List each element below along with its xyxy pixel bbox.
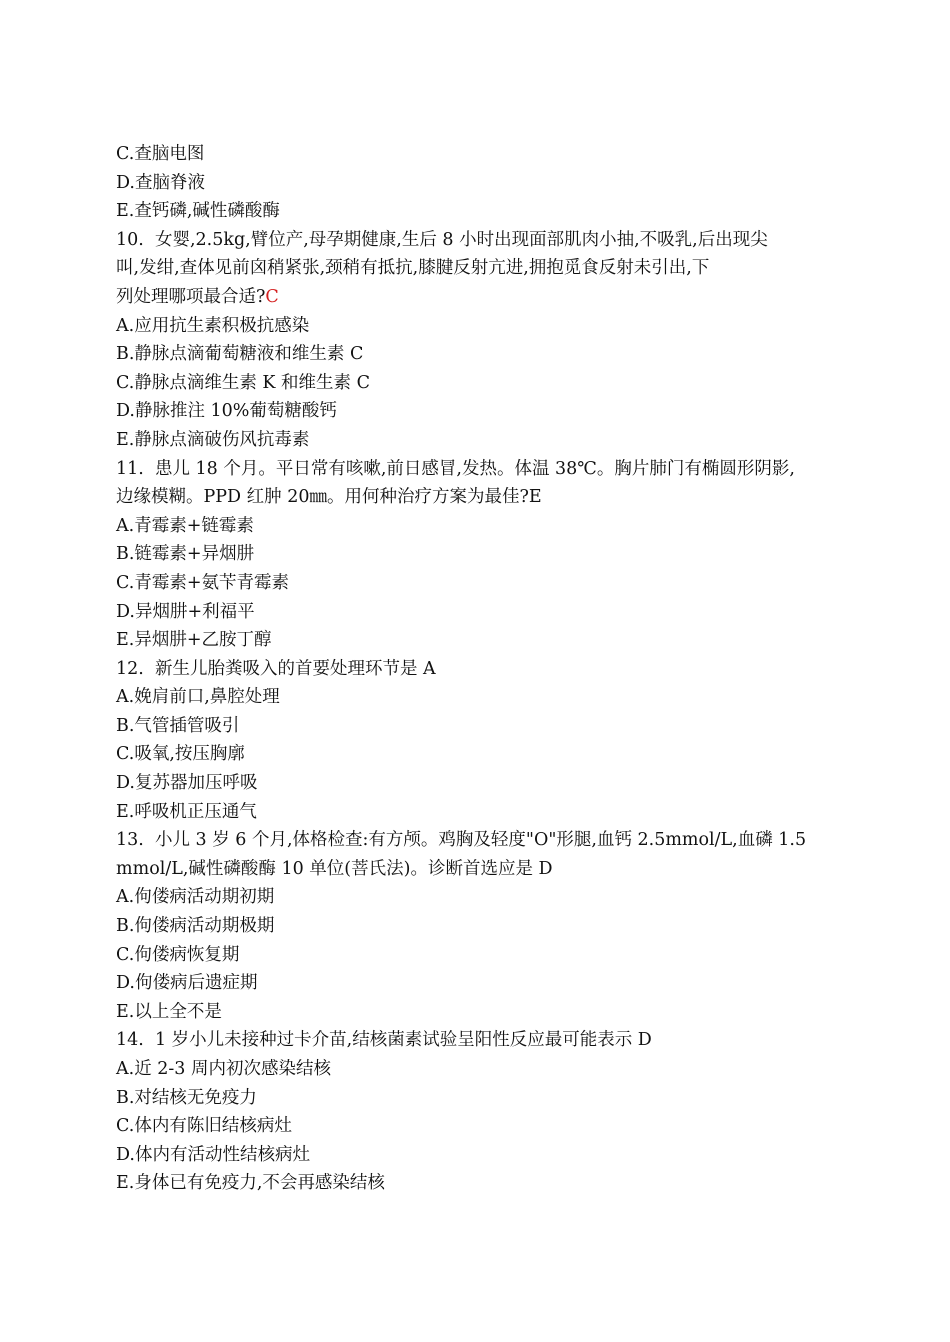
q11-stem-line-2: 边缘模糊。PPD 红肿 20㎜。用何种治疗方案为最佳?E [116,487,542,508]
q14-option-e: E.身体已有免疫力,不会再感染结核 [116,1173,385,1194]
q12-option-b: B.气管插管吸引 [116,715,240,736]
q11-option-d: D.异烟肼+利福平 [116,601,255,622]
q12-option-e: E.呼吸机正压通气 [116,801,257,822]
q10-stem-line-1: 10. 女婴,2.5kg,臂位产,母孕期健康,生后 8 小时出现面部肌肉小抽,不吸乳,后出现尖 [116,229,768,250]
q14-option-a: A.近 2-3 周内初次感染结核 [116,1059,332,1079]
q13-stem-line-2: mmol/L,碱性磷酸酶 10 单位(菩氏法)。诊断首选应是 D [116,858,553,879]
q11-option-b: B.链霉素+异烟肼 [116,544,255,565]
q14-stem-line-1: 14. 1 岁小儿未接种过卡介苗,结核菌素试验呈阳性反应最可能表示 D [116,1030,652,1051]
q12-stem-line-1: 12. 新生儿胎粪吸入的首要处理环节是 A [116,658,436,679]
q10-option-e: E.静脉点滴破伤风抗毒素 [116,429,310,450]
q13-option-c: C.佝偻病恢复期 [116,944,240,965]
q11-stem-line-1: 11. 患儿 18 个月。平日常有咳嗽,前日感冒,发热。体温 38℃。胸片肺门有椭圆形阴影, [116,458,795,479]
q14-option-c: C.体内有陈旧结核病灶 [116,1116,292,1137]
q10-option-a: A.应用抗生素积极抗感染 [116,315,310,336]
q11-option-c: C.青霉素+氨苄青霉素 [116,572,289,593]
q12-option-c: C.吸氧,按压胸廓 [116,744,245,765]
q10-answer: C [265,286,279,307]
q11-option-e: E.异烟肼+乙胺丁醇 [116,630,272,651]
q10-stem-text: 列处理哪项最合适? [116,286,266,307]
q14-option-b: B.对结核无免疫力 [116,1087,257,1108]
q13-option-d: D.佝偻病后遗症期 [116,973,258,994]
q10-option-c: C.静脉点滴维生素 K 和维生素 C [116,372,370,393]
q9-option-e: E.查钙磷,碱性磷酸酶 [116,201,280,222]
question-text-block [116,140,856,1198]
q10-stem-line-2: 叫,发绀,查体见前囟稍紧张,颈稍有抵抗,膝腱反射亢进,拥抱觅食反射未引出,下 [116,258,710,279]
q12-option-d: D.复苏器加压呼吸 [116,773,258,794]
q10-option-d: D.静脉推注 10%葡萄糖酸钙 [116,401,337,422]
q13-option-e: E.以上全不是 [116,1001,222,1022]
q12-option-a: A.娩肩前口,鼻腔处理 [116,687,280,708]
q10-stem-line-3 [116,283,856,312]
q9-option-d: D.查脑脊液 [116,172,205,193]
q13-option-b: B.佝偻病活动期极期 [116,916,275,937]
q14-option-d: D.体内有活动性结核病灶 [116,1144,310,1165]
q11-option-a: A.青霉素+链霉素 [116,515,254,536]
q13-option-a: A.佝偻病活动期初期 [116,887,275,908]
q9-option-c: C.查脑电图 [116,144,205,164]
q13-stem-line-1: 13. 小儿 3 岁 6 个月,体格检查:有方颅。鸡胸及轻度"O"形腿,血钙 2.5mmol/L,血磷 1.5 [116,830,807,851]
q10-option-b: B.静脉点滴葡萄糖液和维生素 C [116,344,364,365]
